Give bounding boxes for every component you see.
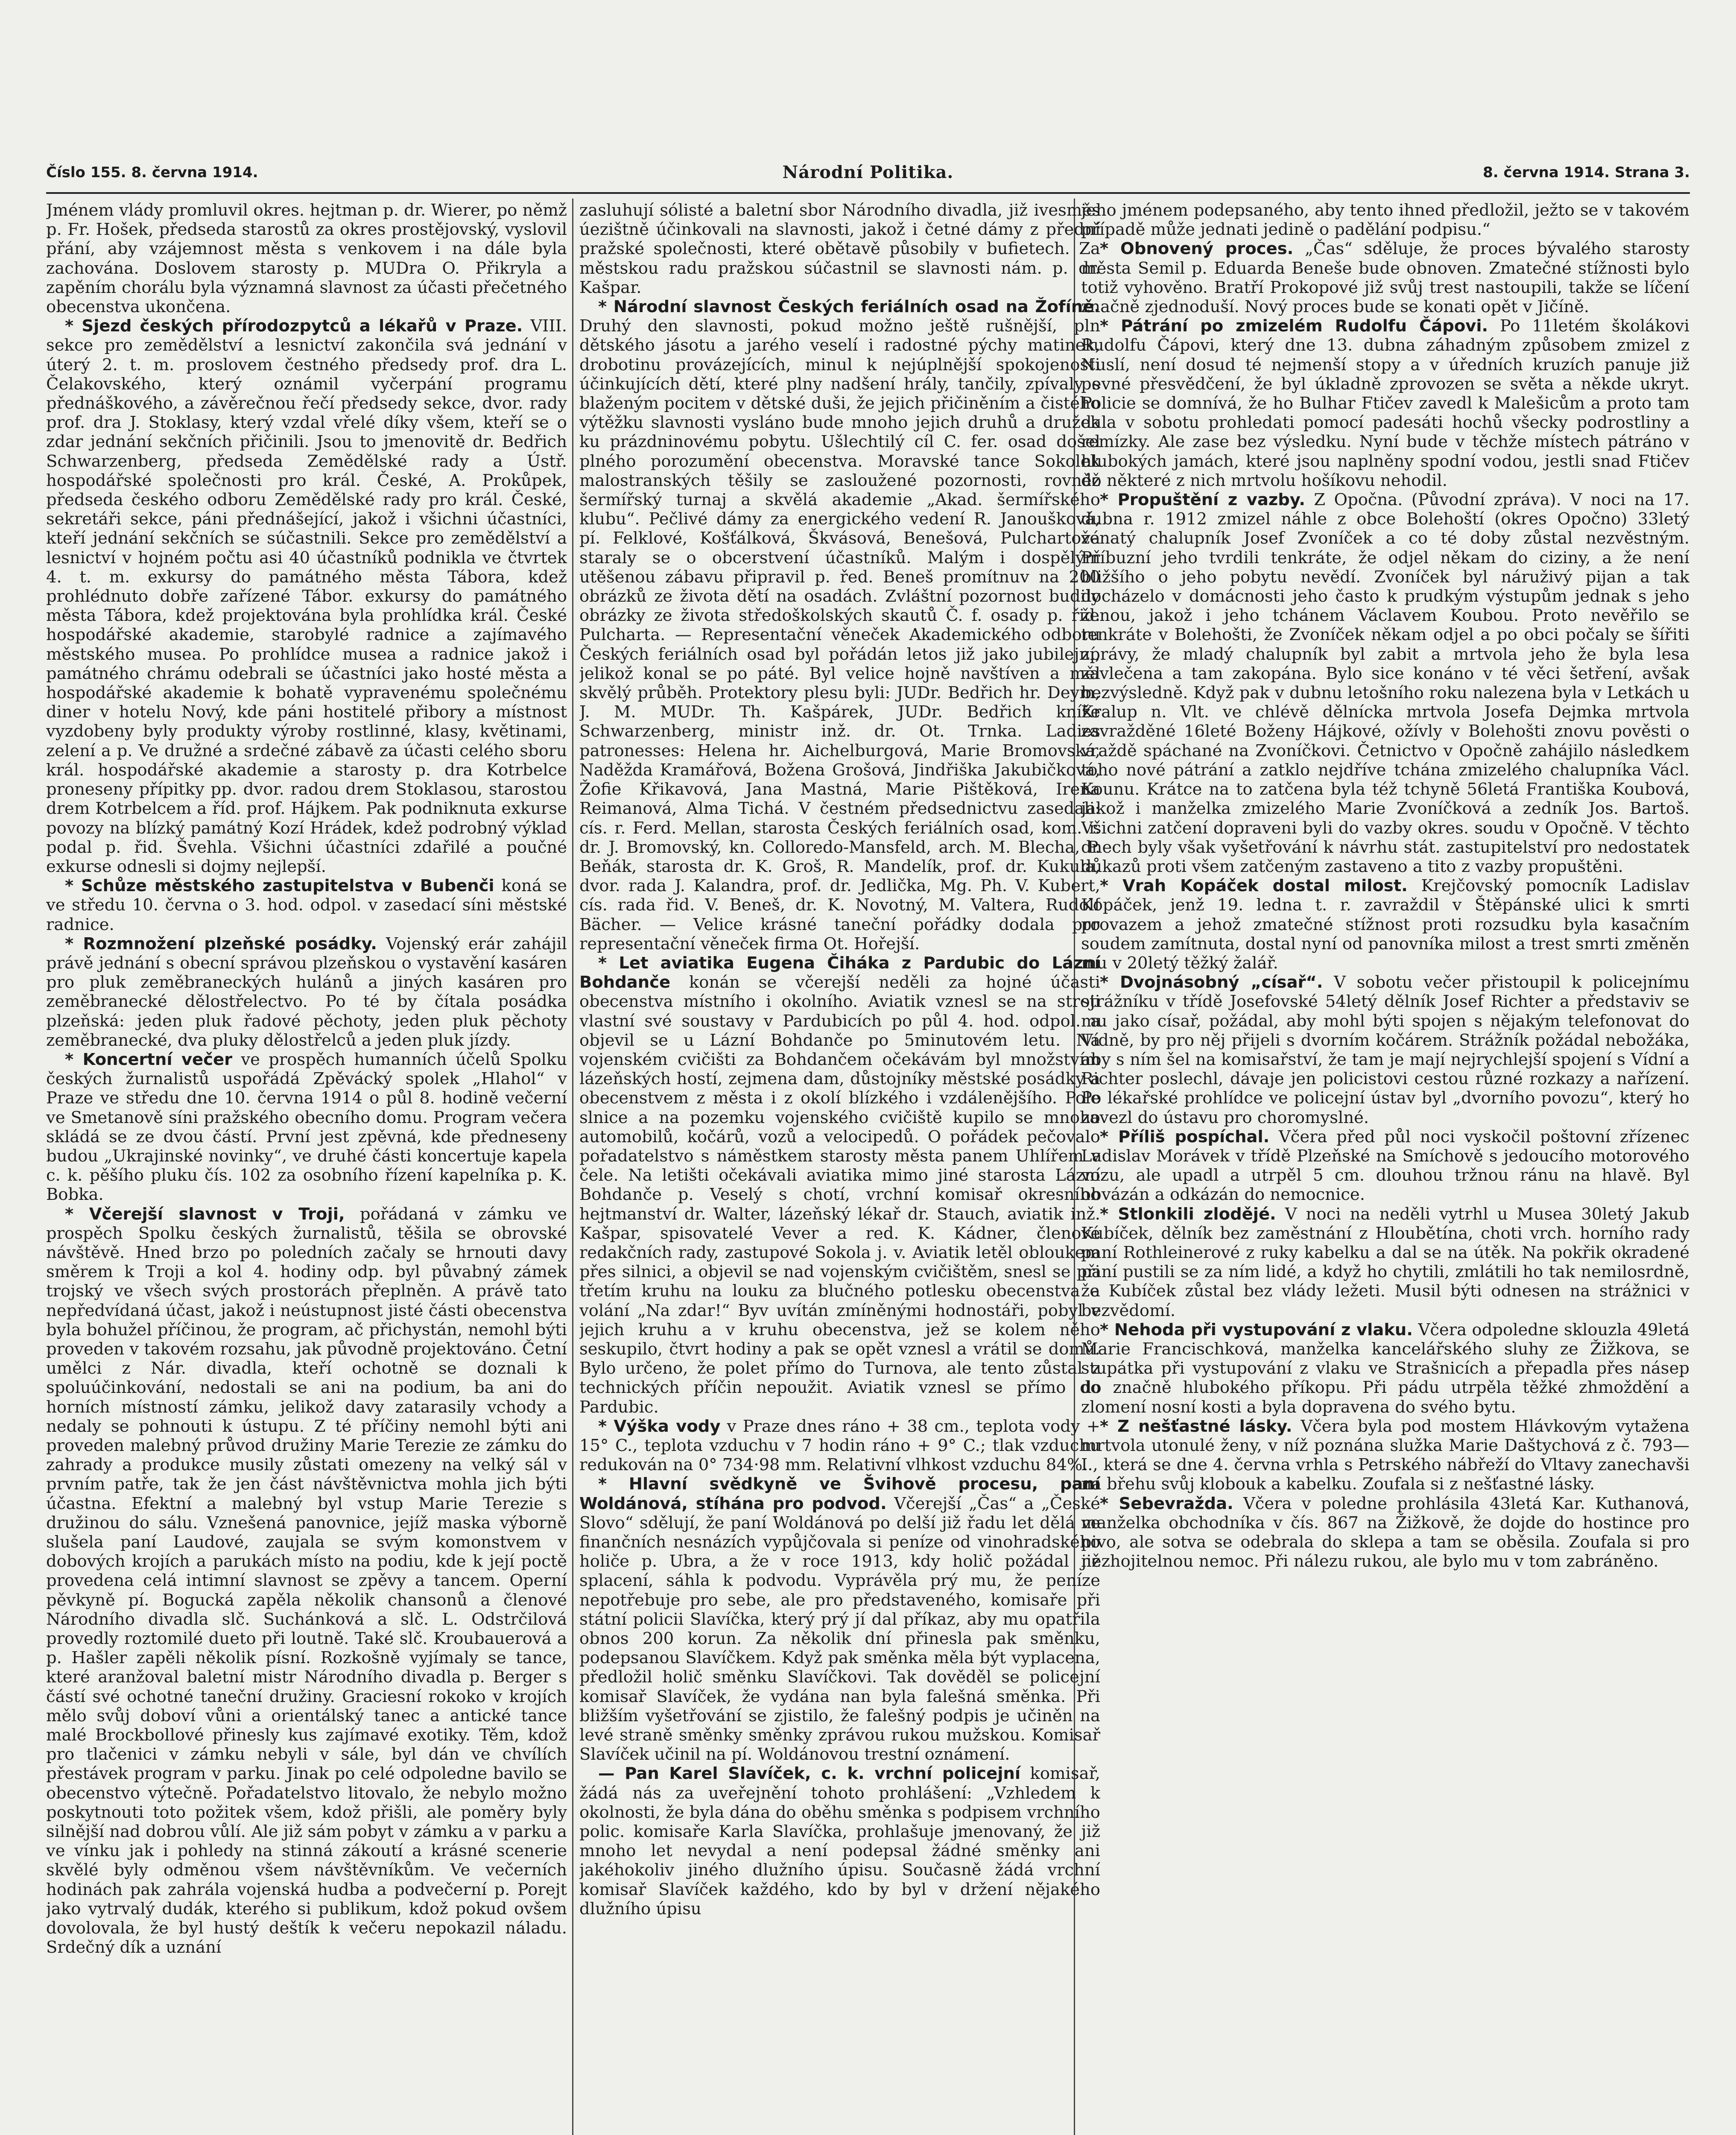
article-text: Včera byla pod mostem Hlávkovým vytažena mrtvola utonulé ženy, v níž poznána služka Marie Daštychová z č. 793—I., která se dne 4. června vrhla s Petrského nábřeží do Vltavy zanechavši na břehu svůj klobouk a kabelku. Zoufala si z nešťastné lásky. [1081,1416,1689,1494]
article-heading: * Národní slavnost Českých feriálních osad na Žofíně. [598,297,1100,317]
article-heading: * Koncertní večer [65,1050,233,1069]
article-text: Po 11letém školákovi Rudolfu Čápovi, který dne 13. dubna záhadným způsobem zmizel z Nuslí, není dosud té nejmenší stopy a v úředních kruzích panuje již pevné přesvědčení, že byl úkladně zprovozen se světa a někde ukryt. Policie se domnívá, že ho Bulhar Ftičev zavedl k Malešicům a proto tam dala v sobotu prohledati pomocí padesáti hochů všecky podrostliny a remízky. Ale zase bez výsledku. Nyní bude v těchže místech pátráno v hlubokých jamách, které jsou naplněny spodní vodou, jestli snad Ftičev do některé z nich mrtvolu hošíkovu nehodil. [1081,316,1689,490]
article-text: koná se ve středu 10. června o 3. hod. odpol. v zasedací síni městské radnice. [46,876,567,934]
article-text: Včera odpoledne sklouzla 49letá Marie Francischková, manželka kancelářského sluhy ze Žižkova, se stupátka při vystupování z vlaku ve Strašnicích a přepadla přes násep do značně hlubokého příkopu. Při pádu utrpěla těžké zhmoždění a zlomení nosní kosti a byla dopravena do svého bytu. [1081,1320,1689,1417]
article-heading: * Propuštění z vazby. [1100,490,1306,510]
article-paragraph [579,1474,1100,1764]
article-heading: * Vrah Kopáček dostal milost. [1100,876,1408,896]
article-text: Jménem vlády promluvil okres. hejtman p. dr. Wierer, po němž p. Fr. Hošek, předseda starostů za okres prostějovský, vyslovil přání, aby vzájemnost města s venkovem i na dále byla zachována. Doslovem starosty p. MUDra O. Přikryla a zapěním chorálu byla významná slavnost za účasti přečetného obecenstva ukončena. [46,201,567,317]
article-text: Včera před půl noci vyskočil poštovní zřízenec Ladislav Morávek v třídě Plzeňské na Smíchově s jedoucího motorového vozu, ale upadl a utrpěl 5 cm. dlouhou tržnou ránu na hlavě. Byl obvázán a odkázán do nemocnice. [1081,1127,1689,1205]
article-heading: * Výška vody [598,1416,721,1436]
article-heading: * Hlavní svědkyně ve Švihově procesu, paní Woldánová, stíhána pro podvod. [579,1474,1100,1513]
article-heading: * Sebevražda. [1100,1494,1233,1513]
article-paragraph [1081,490,1689,876]
article-paragraph [46,316,567,876]
article-paragraph [1081,201,1689,239]
article-paragraph [579,201,1100,297]
article-heading: * Stlonkili zlodějé. [1100,1204,1276,1224]
article-text: VIII. sekce pro zemědělství a lesnictví zakončila svá jednání v úterý 2. t. m. proslovem čestného předsedy prof. dra L. Čelakovského, který oznámil vyčerpání programu přednáškového, a závěrečnou řečí předsedy sekce, dvor. rady prof. dra J. Stoklasy, který vzdal vřelé díky všem, kteří se o zdar jednání sekčních přičinili. Jsou to jmenovitě dr. Bedřich Schwarzenberg, předseda Zemědělské rady a Ústř. hospodářské společnosti pro král. České, A. Prokůpek, předseda českého odboru Zemědělské rady pro král. České, sekretáři sekce, páni přednášející, jakož i všichni účastníci, kteří jednání sekčních se súčastnili. Sekce pro zemědělství a lesnictví v hojném počtu asi 40 účastníků podnikla ve čtvrtek 4. t. m. exkursy do památného města Tábora, kdež prohlédnuto dobře zařízené Tábor. exkursy do památného města Tábora, kdež projektována byla prohlídka král. České hospodářské akademie, starobylé radnice a zajímavého městského musea. Po prohlídce musea a radnice jakož i památného chrámu odebrali se účastníci jako hosté města a hospodářské akademie k bohatě vypravenému společnému diner v hotelu Nový, kde páni hostitelé přibory a místnost vyzdobeny byly produkty výroby rostlinné, klasy, květinami, zelení a p. Ve družné a srdečné zábavě za účasti celého sboru král. hospodářské akademie a starosty p. dra Kotrbelce proneseny přípitky pp. dvor. radou drem Stoklasou, starostou drem Kotrbelcem a říd. prof. Hájkem. Pak podniknuta exkurse povozy na blízký památný Kozí Hrádek, kdež podrobný výklad podal p. řid. Švehla. Všichni účastníci zdařilé a poučné exkurse odnesli si dojmy nejlepší. [46,316,567,876]
article-paragraph [46,1050,567,1205]
article-paragraph [579,1764,1100,1919]
article-text: komisař, žádá nás za uveřejnění tohoto prohlášení: „Vzhledem k okolnosti, že byla dána do oběhu směnka s podpisem vrchního polic. komisaře Karla Slavíčka, prohlašuje jmenovaný, že již mnoho let nevydal a není podepsal žádné směnky ani jakéhokoliv jiného dlužního úpisu. Současně žádá vrchní komisař Slavíček každého, kdo by byl v držení nějakého dlužního úpisu [579,1764,1100,1919]
article-paragraph [46,876,567,934]
article-paragraph [579,953,1100,1417]
article-heading: * Rozmnožení plzeňské posádky. [65,934,377,953]
article-heading: * Sjezd českých přírodozpytců a lékařů v Praze. [65,316,523,336]
column-2 [579,201,1100,2135]
article-paragraph [1081,1417,1689,1494]
article-paragraph [1081,876,1689,973]
article-heading: * Dvojnásobný „císař“. [1100,973,1323,992]
article-heading: * Obnovený proces. [1100,239,1294,259]
article-paragraph [1081,1494,1689,1571]
article-text: Včerejší „Čas“ a „České Slovo“ sdělují, že paní Woldánová po delší již řadu let dělá ve finančních nesnázích vypůjčovala si peníze od vinohradského holiče p. Ubra, a že v roce 1913, kdy holič požádal již splacení, sáhla k podvodu. Vyprávěla prý mu, že peníze nepotřebuje pro sebe, ale pro představeného, komisaře při státní policii Slavíčka, který prý jí dal příkaz, aby mu opatřila obnos 200 korun. Za několik dní přinesla pak směnku, podepsanou Slavíčkem. Když pak směnka měla být vyplacena, předložil holič směnku Slavíčkovi. Tak dověděl se policejní komisař Slavíček, že vydána nan byla falešná směnka. Při bližším vyšetřování se zjistilo, že falešný podpis je učiněn na levé straně směnky směnky zprávou rukou mužskou. Komisař Slavíček učinil na pí. Woldánovou trestní oznámení. [579,1494,1100,1764]
page-info: 8. června 1914. Strana 3. [1483,164,1690,181]
article-paragraph [1081,1127,1689,1205]
article-heading: * Pátrání po zmizelém Rudolfu Čápovi. [1100,316,1488,336]
article-text: ve prospěch humanních účelů Spolku českých žurnalistů uspořádá Zpěvácký spolek „Hlahol“ v Praze ve středu dne 10. června 1914 o půl 8. hodině večerní ve Smetanově síni pražského obecního domu. Program večera skládá se ze dvou částí. První jest zpěvná, kde předneseny budou „Ukrajinské novinky“, ve druhé části koncertuje kapela c. k. pěšího pluku čís. 102 za osobního řízení kapelníka p. K. Bobka. [46,1050,567,1205]
article-paragraph [46,1205,567,1957]
article-heading: * Nehoda při vystupování z vlaku. [1100,1320,1413,1339]
article-paragraph [46,934,567,1050]
article-text: zasluhují sólisté a baletní sbor Národního divadla, již ivesměs úezištně účinkovali na slavnosti, jakož i četné dámy z přední pražské společnosti, které obětavě působily v bufietech. Za městskou radu pražskou súčastnil se slavnosti nám. p. dr. Kašpar. [579,201,1100,297]
article-text: pořádaná v zámku ve prospěch Spolku českých žurnalistů, těšila se obrovské návštěvě. Hned brzo po poledních začaly se hrnouti davy směrem k Troji a kol 4. hodiny odp. byl půvabný zámek trojský ve všech svých prostorách přeplněn. A právě tato nepředvídaná účast, jakož i neústupnost jisté části obecenstva byla bohužel příčinou, že program, ač přichystán, nemohl býti proveden v takovém rozsahu, jak původně projektováno. Četní umělci z Nár. divadla, kteří ochotně se doznali k spoluúčinkování, nedostali se ani na podium, ba ani do horních místností zámku, jelikož davy zatarasily vchody a nedaly se pohnouti k ústupu. Z té příčiny nemohl býti ani proveden malebný průvod družiny Marie Terezie ze zámku do zahrady a produkce musily zůstati omezeny na velký sál v prvním patře, tak že jen část návštěvnictva mohla jich býti účastna. Efektní a malebný byl vstup Marie Terezie s družinou do sálu. Vznešená panovnice, jejíž maska výborně slušela paní Laudové, zaujala se svým komonstvem v dobových krojích a parukách místo na podiu, kde k její poctě provedena celá intimní slavnost se zpěvy a tancem. Operní pěvkyně pí. Bogucká zapěla několik chansonů a členové Národního divadla slč. Suchánková a slč. L. Odstrčilová provedly roztomilé dueto při loutně. Také slč. Kroubauerová a p. Hašler zapěli několik písní. Rozkošně vyjímaly se tance, které aranžoval baletní mistr Národního divadla p. Berger s částí své ochotné taneční družiny. Graciesní rokoko v krojích mělo svůj doboví vůni a orientálský tanec a antické tance malé Brockbollové přinesly kus zajímavé exotiky. Těm, kdož pro tlačenici v zámku nebyli v sále, byl dán ve chvílích přestávek program v parku. Jinak po celé odpoledne bavilo se obecenstvo výtečně. Pořadatelstvo litovalo, že nebylo možno poskytnouti toto požitek všem, kdož přišli, ale poměry byly silnější nad dobrou vůlí. Ale již sám pobyt v zámku a v parku a ve vínku jak i pohledy na stinná zákoutí a krásné scenerie skvělé byly odměnou všem návštěvníkům. Ve večerních hodinách pak zahrála vojenská hudba a podvečerní p. Porejt jako vytrvalý dudák, kterého si publikum, kdož pokud ovšem dovolovala, že byl hustý deštík k večeru nepokazil náladu. Srdečný dík a uznání [46,1204,567,1957]
issue-info: Číslo 155. 8. června 1914. [46,164,258,181]
article-text: konán se včerejší neděli za hojné účasti obecenstva místního i okolního. Aviatik vznesl se na stroji vlastní své soustavy v Pardubicích po půl 4. hod. odpol. a objevil se u Lázní Bohdanče po 5minutovém letu. Na vojenském cvičišti za Bohdančem očekávám byl množstvím lázeňských hostí, zejmena dam, důstojníky městské posádky a obecenstvem z města i z okolí blízkého i vzdálenějšího. Pole slnice a na pozemku vojenského cvičiště kupilo se mnoho automobilů, kočárů, vozů a velocipedů. O pořádek pečovalo pořadatelstvo s náměstkem starosty města panem Uhlířem v čele. Na letišti očekávali aviatika mimo jiné starosta Lázní Bohdanče p. Veselý s chotí, vrchní komisař okresního hejtmanství dr. Walter, lázeňský lékař dr. Stauch, aviatik inž. Kašpar, spisovatelé Vever a red. K. Kádner, členové redakčních rady, zastupové Sokola j. v. Aviatik letěl obloukem přes silnici, a objevil se nad vojenským cvičištěm, snesl se při třetím kruhu na louku za blučného potlesku obecenstva a volání „Na zdar!“ Byv uvítán zmíněnými hodnostáři, pobyl v jejich kruhu a v kruhu obecenstva, jež se kolem něho seskupilo, čtvrt hodiny a pak se opět vznesl a vrátil se domů. Bylo určeno, že polet přímo do Turnova, ale tento zůstal z technických příčin nepoužit. Aviatik vznesl se přímo do Pardubic. [579,973,1100,1417]
article-text: „Čas“ sděluje, že proces bývalého starosty města Semil p. Eduarda Beneše bude obnoven. Zmatečné stížnosti bylo totiž vyhověno. Bratří Prokopové již svůj trest nastoupili, takže se líčení značně zjednoduší. Nový proces bude se konati opět v Jičíně. [1081,239,1689,317]
article-heading: * Z nešťastné lásky. [1100,1416,1292,1436]
header-rule [46,192,1690,194]
article-text: Z Opočna. (Původní zpráva). V noci na 17. dubna r. 1912 zmizel náhle z obce Bolehoští (okres Opočno) 33letý ženatý chalupník Josef Zvoníček a co té doby zůstal nezvěstným. Příbuzní jeho tvrdili tenkráte, že odjel někam do ciziny, a že není bližšího o jeho pobytu nevědí. Zvoníček byl náruživý pijan a tak docházelo v domácnosti jeho často k prudkým výstupům jednak s jeho ženou, jakož i jeho tchánem Václavem Koubou. Proto nevěřilo se tenkráte v Bolehošti, že Zvoníček někam odjel a po obci počaly se šířiti zprávy, že mladý chalupník byl zabit a mrtvola jeho že byla lesa zavlečena a tam zakopána. Bylo sice konáno v té věci šetření, avšak bezvýsledně. Když pak v dubnu letošního roku nalezena byla v Letkách u Kralup n. Vlt. ve chlévě dělnícka mrtvola Josefa Dejmka mrtvola zavražděné 16leté Boženy Hájkové, ožívly v Bolehošti znovu pověsti o vraždě spáchané na Zvoníčkovi. Četnictvo v Opočně zahájilo následkem toho nové pátrání a zatklo nejdříve tchána zmizelého chalupníka Václ. Kounu. Krátce na to zatčena byla též tchyně 56letá Františka Koubová, jakož i manželka zmizelého Marie Zvoníčková a zedník Jos. Bartoš. Všichni zatčení dopraveni byli do vazby okres. soudu v Opočně. V těchto dnech byly však vyšetřování k návrhu stát. zastupitelství pro nedostatek důkazů proti všem zatčeným zastaveno a tito z vazby propuštěni. [1081,490,1689,876]
column-1 [46,201,567,2135]
article-text: jeho jménem podepsaného, aby tento ihned předložil, ježto se v takovém případě může jednati jedině o padělání podpisu.“ [1081,201,1689,240]
article-paragraph [1081,1205,1689,1320]
article-paragraph [1081,1320,1689,1417]
page-header [46,159,1690,186]
article-text: Včera v poledne prohlásila 43letá Kar. Kuthanová, manželka obchodníka v čís. 867 na Žižkově, že dojde do hostince pro pivo, ale sotva se odebrala do sklepa a tam se oběsila. Zoufala si pro nezhojitelnou nemoc. Při nálezu rukou, ale bylo mu v tom zabráněno. [1081,1494,1689,1571]
article-heading: * Schůze městského zastupitelstva v Bubenči [65,876,494,896]
article-paragraph [1081,973,1689,1127]
article-heading: * Včerejší slavnost v Troji, [65,1204,345,1224]
article-text: V sobotu večer přistoupil k policejnímu strážníku v třídě Josefovské 54letý dělník Josef Richter a představiv se mu jako císař, požádal, aby mohl býti spojen s nějakým telefonovat do Vídně, by pro něj přijeli s dvorním kočárem. Strážník požádal nebožáka, aby s ním šel na komisařství, že tam je mají nejrychlejší spojení s Vídní a Richter poslechl, dávaje jen policistovi cestou různé rozkazy a nařízení. Po lékařské prohlídce ve policejní ústav byl „dvorního povozu“, který ho zavezl do ústavu pro choromyslné. [1081,973,1689,1127]
column-3 [1081,201,1689,2135]
article-heading: * Příliš pospíchal. [1100,1127,1270,1146]
article-heading: — Pan Karel Slavíček, c. k. vrchní policejní [598,1764,1021,1784]
article-paragraph [1081,316,1689,490]
article-paragraph [579,1417,1100,1475]
newspaper-title: Národní Politika. [782,162,954,182]
article-text: V noci na neděli vytrhl u Musea 30letý Jakub Kubíček, dělník bez zaměstnání z Hloubětína, choti vrch. horního rady paní Rothleinerové z ruky kabelku a dal se na útěk. Na pokřik okradené paní pustili se za ním lidé, a když ho chytili, zmlátili ho tak nemilosrdně, že Kubíček zůstal bez vlády ležeti. Musil býti odnesen na strážnici v bezvědomí. [1081,1204,1689,1320]
article-text: Krejčovský pomocník Ladislav Kopáček, jenž 19. ledna t. r. zavraždil v Štěpánské ulici k smrti provazem a jehož zmatečné stížnost proti rozsudku byla kasačním soudem zamítnuta, dostal nyní od panovníka milost a trest smrti změněn mu v 20letý těžký žalář. [1081,876,1689,973]
article-text: Druhý den slavnosti, pokud možno ještě rušnější, pln dětského jásotu a jarého veselí i radostné pýchy matinek, drobotinu provázejících, minul k nejúplnější spokojenosti účinkujících dětí, které plny nadšení hrály, tančily, zpívaly s blaženým pocitem v dětské duši, že jejich přičiněním a čistého výtěžku slavnosti vysláno bude mnoho jejich druhů a družek ku prázdninovému pobytu. Ušlechtilý cíl C. fer. osad došel plného porozumění obecenstva. Moravské tance Sokolek malostranských těšily se zasloužené pozornosti, rovněž šermířský turnaj a skvělá akademie „Akad. šermířského klubu“. Pečlivé dámy za energického vedení R. Janoušková, pí. Felklové, Košťálková, Škvásová, Benešová, Pulchartová staraly se o obcerstvení účastníků. Malým i dospělým utěšenou zábavu připravil p. řed. Beneš promítnuv na 200 obrázků ze života dětí na osadách. Zvláštní pozornost budily obrázky ze života středoškolských skautů Č. f. osady p. řid. Pulcharta. — Representační věneček Akademického odboru Českých feriálních osad byl pořádán letos již jako jubilejní, jelikož konal se po páté. Byl velice hojně navštíven a měl skvělý průběh. Protektory plesu byli: JUDr. Bedřich hr. Deym, J. M. MUDr. Th. Kašpárek, JUDr. Bedřich kníže Schwarzenberg, ministr inž. dr. Ot. Trnka. Ladies patronesses: Helena hr. Aichelburgová, Marie Bromovská, Naděžda Kramářová, Božena Grošová, Jindřiška Jakubičková, Žofie Křikavová, Jana Mastná, Marie Pištěková, Irena Reimanová, Alma Tichá. V čestném předsednictvu zasedali: cís. r. Ferd. Mellan, starosta Českých feriálních osad, kom. r. dr. J. Bromovský, kn. Colloredo-Mansfeld, arch. M. Blecha, P. Beňák, starosta dr. K. Groš, R. Mandelík, prof. dr. Kukula, dvor. rada J. Kalandra, prof. dr. Jedlička, Mg. Ph. V. Kubert, cís. rada řid. V. Beneš, dr. K. Novotný, M. Valtera, Rudolf Bächer. — Velice krásné taneční pořádky dodala pro representační věneček firma Ot. Hořejší. [579,316,1100,953]
article-text: v Praze dnes ráno + 38 cm., teplota vody + 15° C., teplota vzduchu v 7 hodin ráno + 9° C.; tlak vzduchu redukován na 0° 734·98 mm. Relativní vlhkost vzduchu 84%. [579,1416,1100,1475]
article-paragraph [46,201,567,316]
article-text: Vojenský erár zahájil právě jednání s obecní správou plzeňskou o vystavění kasáren pro pluk zeměbraneckých hulánů a jiných kasáren pro zeměbranecké dělostřelectvo. Po té by čítala posádka plzeňská: jeden pluk řadové pěchoty, jeden pluk pěchoty zeměbranecké, dva pluky dělostřelců a jeden pluk jízdy. [46,934,567,1050]
article-paragraph [1081,239,1689,316]
article-paragraph [579,297,1100,953]
article-heading: * Let aviatika Eugena Čiháka z Pardubic do Lázní Bohdanče [579,953,1100,992]
column-divider [572,199,573,2135]
